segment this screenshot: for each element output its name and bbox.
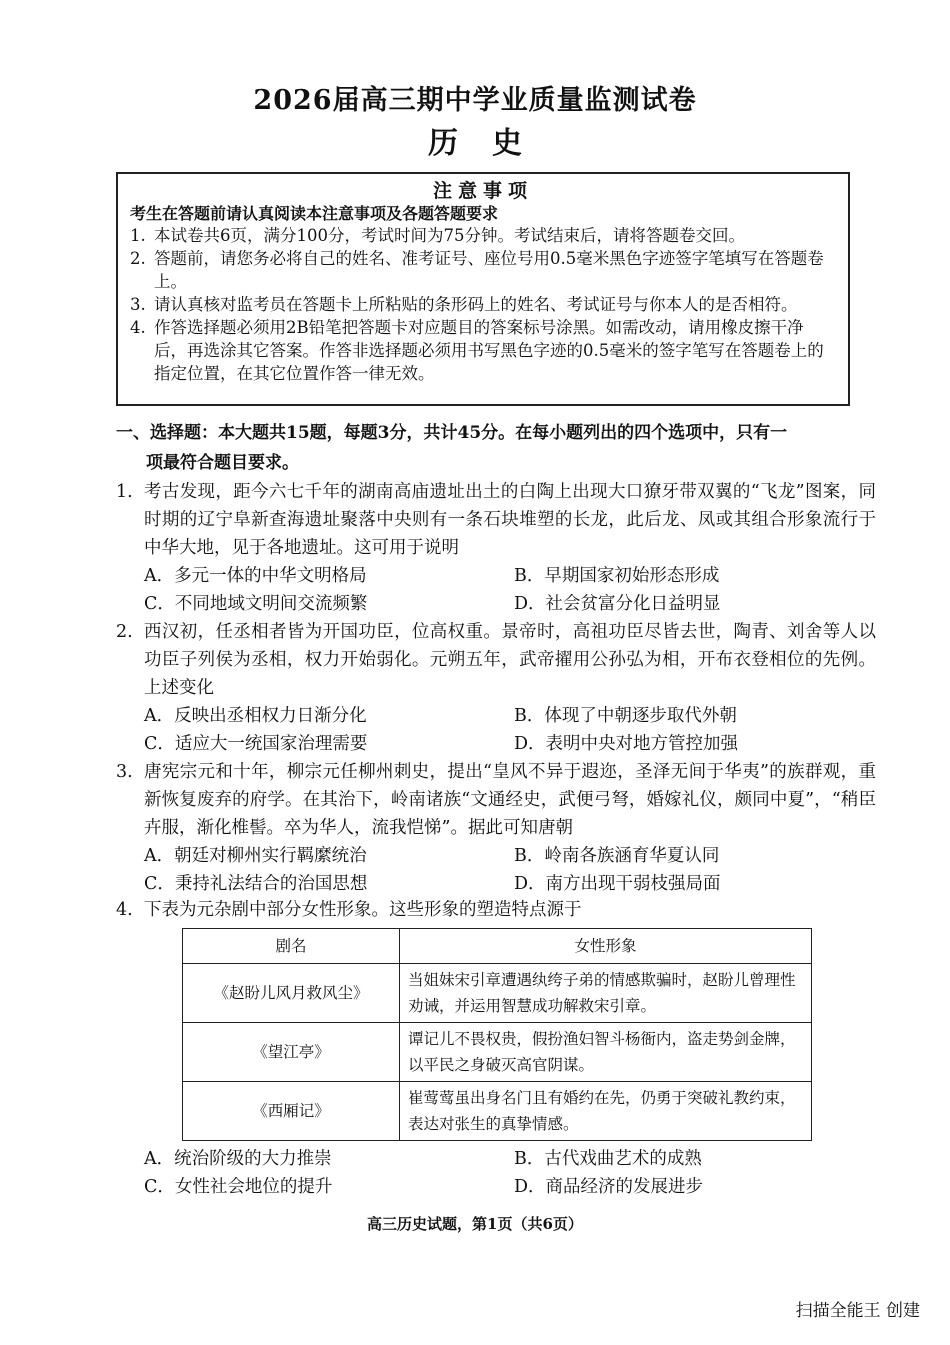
option-b: B．古代戏曲艺术的成熟 <box>514 1149 702 1169</box>
option-c: C．女性社会地位的提升 <box>144 1177 333 1197</box>
notice-item-text: 答题前，请您务必将自己的姓名、准考证号、座位号用0.5毫米黑色字迹签字笔填写在答题卷上。 <box>154 249 824 291</box>
notice-title: 注意事项 <box>432 180 533 202</box>
table-row <box>183 964 812 1023</box>
option-a: A．反映出丞相权力日渐分化 <box>144 706 367 726</box>
drama-name: 《西厢记》 <box>183 1082 400 1141</box>
question-3 <box>116 758 876 898</box>
female-image: 当姐妹宋引章遭遇纨绔子弟的情感欺骗时，赵盼儿曾理性劝诫，并运用智慧成功解救宋引章。 <box>400 964 812 1023</box>
question-number: 2. <box>116 622 133 642</box>
option-d: D．社会贫富分化日益明显 <box>514 594 721 614</box>
notice-item-number: 4. <box>130 318 146 337</box>
notice-box <box>116 172 850 406</box>
option-c: C．适应大一统国家治理需要 <box>144 734 368 754</box>
option-b: B．体现了中朝逐步取代外朝 <box>514 706 737 726</box>
notice-item <box>130 247 836 293</box>
question-4 <box>116 896 876 1201</box>
notice-item <box>130 224 836 247</box>
subject-title: 历史 <box>428 126 556 161</box>
table-row <box>183 1023 812 1082</box>
option-d: D．南方出现干弱枝强局面 <box>514 874 721 894</box>
notice-item <box>130 293 836 316</box>
exam-title: 2026届高三期中学业质量监测试卷 <box>253 85 697 116</box>
section-heading-line2: 项最符合题目要求。 <box>146 453 299 473</box>
column-header-drama: 剧名 <box>183 929 400 964</box>
question-1 <box>116 478 876 618</box>
notice-item-text: 请认真核对监考员在答题卡上所粘贴的条形码上的姓名、考试证号与你本人的是否相符。 <box>154 295 798 314</box>
notice-item-text: 本试卷共6页，满分100分，考试时间为75分钟。考试结束后，请将答题卷交回。 <box>154 226 745 245</box>
question-number: 4. <box>116 900 133 920</box>
option-d: D．表明中央对地方管控加强 <box>514 734 739 754</box>
drama-name: 《赵盼儿风月救风尘》 <box>183 964 400 1023</box>
drama-name: 《望江亭》 <box>183 1023 400 1082</box>
table-header-row <box>183 929 812 964</box>
option-b: B．岭南各族涵育华夏认同 <box>514 846 720 866</box>
question-stem: 考古发现，距今六七千年的湖南高庙遗址出土的白陶上出现大口獠牙带双翼的“飞龙”图案，同时期的辽宁阜新查海遗址聚落中央则有一条石块堆塑的长龙，此后龙、凤或其组合形象流行于中华大地，见于各地遗址。这可用于说明 <box>144 482 876 558</box>
question-stem: 下表为元杂剧中部分女性形象。这些形象的塑造特点源于 <box>144 900 582 920</box>
notice-item-number: 3. <box>130 295 146 314</box>
notice-intro: 考生在答题前请认真阅读本注意事项及各题答题要求 <box>130 204 499 223</box>
question-2 <box>116 618 876 758</box>
column-header-image: 女性形象 <box>400 929 812 964</box>
option-d: D．商品经济的发展进步 <box>514 1177 704 1197</box>
female-image: 谭记儿不畏权贵，假扮渔妇智斗杨衙内，盗走势剑金牌，以平民之身破灭高官阴谋。 <box>400 1023 812 1082</box>
notice-item-number: 1. <box>130 226 146 245</box>
question-stem: 唐宪宗元和十年，柳宗元任柳州刺史，提出“皇风不异于遐迩，圣泽无间于华夷”的族群观，重新恢复废弃的府学。在其治下，岭南诸族“文通经史，武便弓弩，婚嫁礼仪，颇同中夏”，“稍臣卉服，渐化椎髻。卒为华人，流我恺悌”。据此可知唐朝 <box>144 762 876 838</box>
notice-item-number: 2. <box>130 249 146 268</box>
option-b: B．早期国家初始形态形成 <box>514 566 720 586</box>
scanner-watermark: 扫描全能王 创建 <box>795 1301 920 1321</box>
question-number: 1. <box>116 482 133 502</box>
notice-item <box>130 316 836 385</box>
option-a: A．朝廷对柳州实行羁縻统治 <box>144 846 367 866</box>
section-heading <box>116 418 876 478</box>
option-a: A．统治阶级的大力推崇 <box>144 1149 332 1169</box>
female-image: 崔莺莺虽出身名门且有婚约在先，仍勇于突破礼教约束，表达对张生的真挚情感。 <box>400 1082 812 1141</box>
question-stem: 西汉初，任丞相者皆为开国功臣，位高权重。景帝时，高祖功臣尽皆去世，陶青、刘舍等人以功臣子列侯为丞相，权力开始弱化。元朔五年，武帝擢用公孙弘为相，开布衣登相位的先例。上述变化 <box>144 622 876 698</box>
option-c: C．不同地域文明间交流频繁 <box>144 594 368 614</box>
option-a: A．多元一体的中华文明格局 <box>144 566 367 586</box>
option-c: C．秉持礼法结合的治国思想 <box>144 874 368 894</box>
table-row <box>183 1082 812 1141</box>
question-number: 3. <box>116 762 133 782</box>
page-footer: 高三历史试题，第1页（共6页） <box>367 1215 583 1233</box>
drama-table <box>182 928 812 1141</box>
notice-item-text: 作答选择题必须用2B铅笔把答题卡对应题目的答案标号涂黑。如需改动，请用橡皮擦干净后，再选涂其它答案。作答非选择题必须用书写黑色字迹的0.5毫米的签字笔写在答题卷上的指定位置，在其它位置作答一律无效。 <box>154 318 824 383</box>
section-heading-line1: 一、选择题：本大题共15题，每题3分，共计45分。在每小题列出的四个选项中，只有一 <box>116 423 788 443</box>
